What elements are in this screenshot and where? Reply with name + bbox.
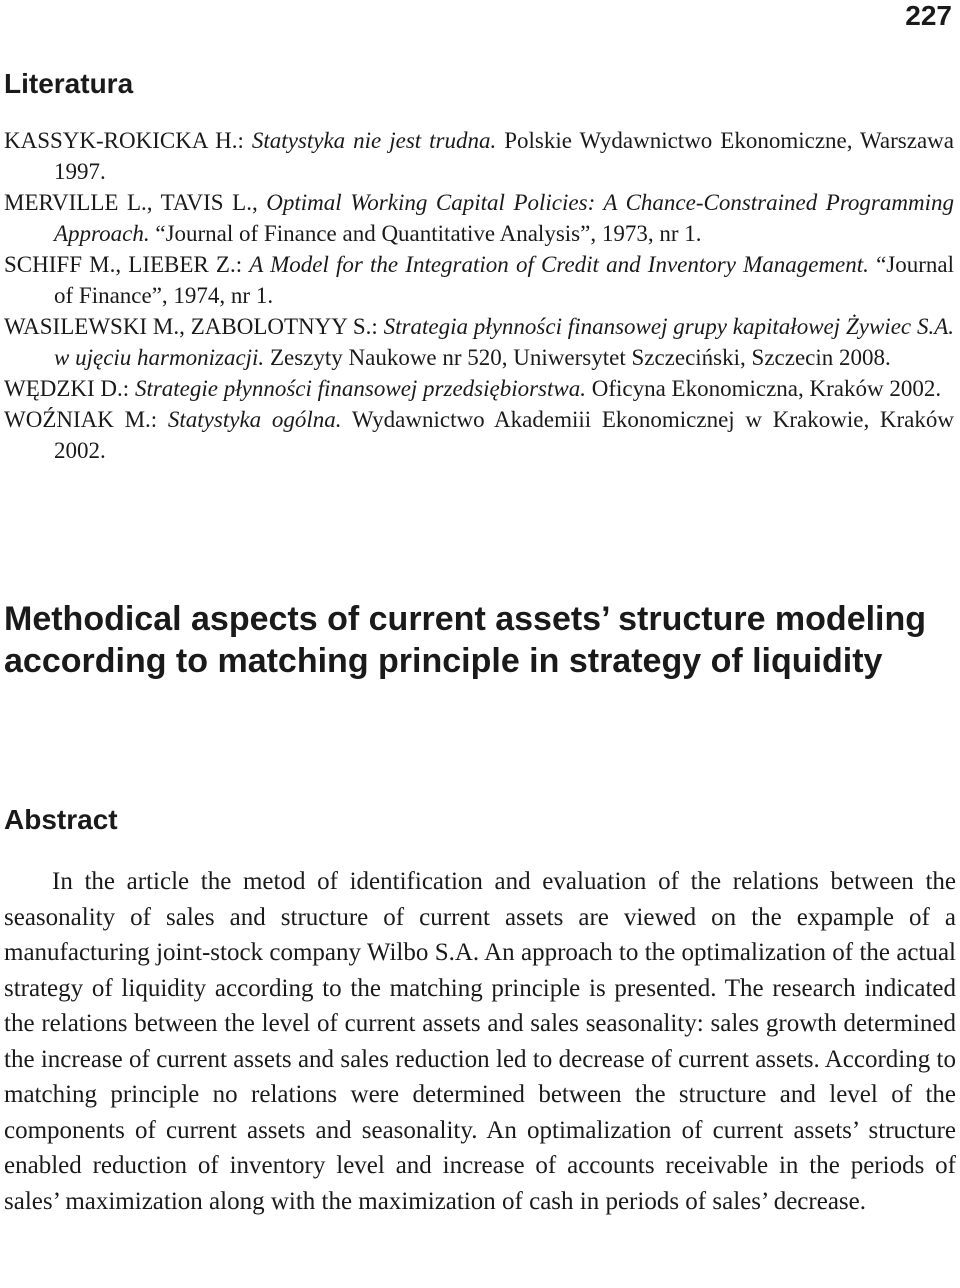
reference-publication: Polskie Wydawnictwo Ekonomiczne, Warszawa 1997. <box>54 128 954 184</box>
reference-title: Strategia płynności finansowej grupy kapitałowej Żywiec S.A. w ujęciu harmonizacji. <box>54 314 955 370</box>
reference-authors: WASILEWSKI M., ZABOLOTNYY S.: <box>4 314 384 339</box>
reference-item <box>4 249 954 311</box>
reference-title: Statystyka nie jest trudna. <box>251 128 497 153</box>
abstract-text: In the article the metod of identification and evaluation of the relations between the seasonality of sales and structure of current assets are viewed on the expample of a manufacturing joint-stock company Wilbo S.A. An approach to the optimalization of the actual strategy of liquidity according to the matching principle is presented. The research indicated the relations between the level of current assets and sales seasonality: sales growth determined the increase of current assets and sales reduction led to decrease of current assets. According to matching principle no relations were determined between the structure and level of the components of current assets and seasonality. An optimalization of current assets’ structure enabled reduction of inventory level and increase of accounts receivable in the periods of sales’ maximization along with the maximization of cash in periods of sales’ decrease. <box>4 868 956 1215</box>
reference-authors: KASSYK-ROKICKA H.: <box>4 128 252 153</box>
reference-title: Optimal Working Capital Policies: A Chance-Constrained Programming Approach. <box>54 190 954 246</box>
reference-item <box>4 404 954 466</box>
reference-publication: Oficyna Ekonomiczna, Kraków 2002. <box>585 376 942 401</box>
reference-item <box>4 311 954 373</box>
reference-publication: Zeszyty Naukowe nr 520, Uniwersytet Szczeciński, Szczecin 2008. <box>264 345 891 370</box>
reference-authors: WĘDZKI D.: <box>4 376 135 401</box>
reference-item <box>4 125 954 187</box>
reference-title: A Model for the Integration of Credit and Inventory Management. <box>249 252 869 277</box>
english-title: Methodical aspects of current assets’ structure modeling according to matching principle in strategy of liquidity <box>4 600 927 680</box>
reference-authors: WOŹNIAK M.: <box>4 407 168 432</box>
reference-title: Statystyka ogólna. <box>167 407 342 432</box>
reference-authors: SCHIFF M., LIEBER Z.: <box>4 252 250 277</box>
page-number: 227 <box>905 0 952 31</box>
reference-publication: “Journal of Finance and Quantitative Analysis”, 1973, nr 1. <box>149 221 702 246</box>
reference-publication: “Journal of Finance”, 1974, nr 1. <box>54 252 954 308</box>
reference-title: Strategie płynności finansowej przedsiębiorstwa. <box>134 376 586 401</box>
reference-authors: MERVILLE L., TAVIS L., <box>4 190 267 215</box>
abstract-heading: Abstract <box>4 804 118 835</box>
literature-heading: Literatura <box>4 68 134 99</box>
reference-item <box>4 187 954 249</box>
reference-item <box>4 373 954 404</box>
reference-list <box>4 125 954 466</box>
reference-publication: Wydawnictwo Akademiii Ekonomicznej w Krakowie, Kraków 2002. <box>54 407 955 463</box>
